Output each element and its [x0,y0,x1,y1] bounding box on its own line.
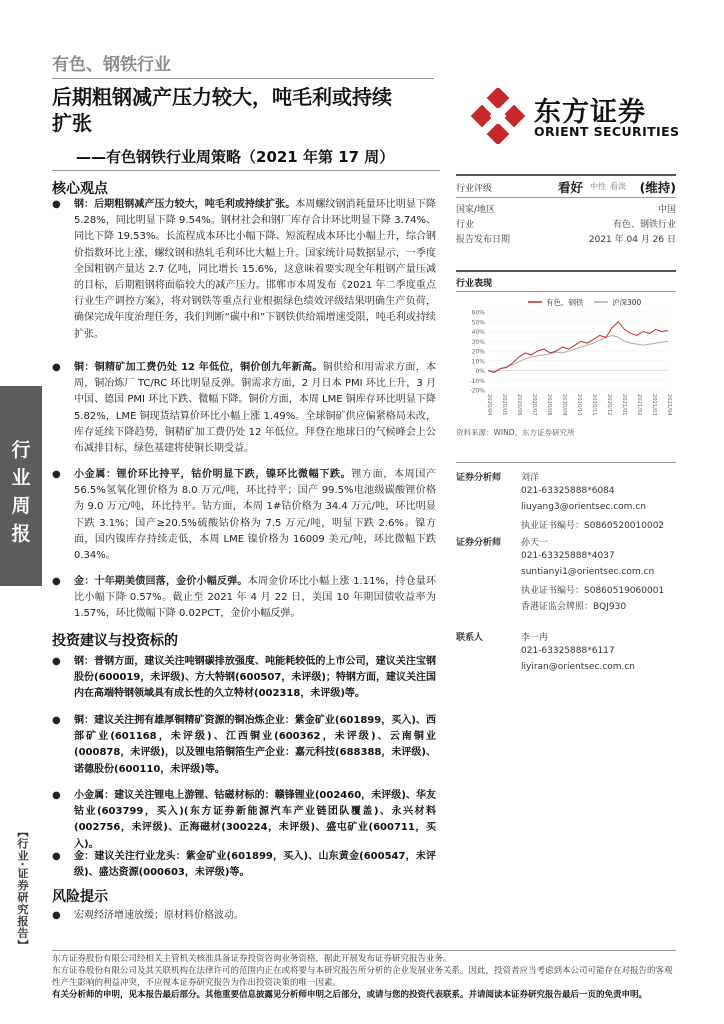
x-tick-label: 2020/04 [486,394,492,416]
contact-role: 联系人 [456,633,484,643]
analyst-role: 证券分析师 [456,473,502,483]
footer-line-3: 有关分析师的申明，见本报告最后部分。其他重要信息披露见分析师申明之后部分，或请与您的投资代表联系。并请阅读本证券研究报告最后一页的免责申明。 [52,990,648,1000]
footer-line-1: 东方证券股份有限公司经相关主管机关核准具备证券投资咨询业务资格，据此开展发布证券研究报告业务。 [52,954,452,964]
header-rule [52,78,434,79]
analyst-phone: 021-63325888*4037 [521,551,615,561]
analyst-cert: 执业证书编号：S0860520010002 [521,521,665,531]
report-subtitle: ——有色钢铁行业周策略（2021 年第 17 周） [76,148,395,166]
invest-bullet-text: 小金属：建议关注锂电上游锂、钴磁材标的：赣锋锂业(002460，未评级)、华友钴业(603799，买入)(东方证券新能源汽车产业链团队覆盖)、永兴材料(002756，未评级)、正海磁材(300224，未评级)、盛屯矿业(600711，买入)。 [74,790,436,850]
report-type-sidebar [0,386,42,586]
logo-chinese-name: 东方证券 [534,97,646,128]
info-row-value: 有色、钢铁行业 [612,220,676,230]
y-tick-label: -20% [469,387,485,395]
core-bullet-minor-metals [52,467,436,564]
contact-email[interactable]: liyiran@orientsec.com.cn [521,662,635,672]
report-category-bracket: 【行业·证券研究报告】 [16,826,29,952]
x-axis [486,394,672,416]
company-logo [470,92,682,144]
rating-top-rule [456,174,676,176]
analyst-role: 证券分析师 [456,538,502,548]
bullet-icon: ● [52,715,61,726]
invest-bullet-text: 铜：建议关注拥有雄厚铜精矿资源的铜冶炼企业：紫金矿业(601899，买入)、西部矿业(601168，未评级)、江西铜业(600362，未评级)、云南铜业(000878，未评级)，以及锂电箔铜箔生产企业：嘉元科技(688388，未评级)、诺德股份(600110，未评级)等。 [74,715,436,775]
chart-series [488,322,668,373]
y-tick-label: 40% [471,329,485,336]
series-line-index [488,335,668,371]
bullet-icon: ● [52,851,61,862]
x-tick-label: 2020/05 [501,394,507,416]
x-tick-label: 2021/01 [621,394,627,416]
x-tick-label: 2021/04 [666,394,672,416]
logo-english-name: ORIENT SECURITIES [534,124,680,139]
x-tick-label: 2020/07 [531,394,537,416]
risk-bullet [52,908,436,924]
invest-bullet-copper [52,713,436,778]
analyst-name: 刘洋 [521,473,540,483]
x-tick-label: 2021/03 [651,394,657,416]
perf-top-rule [456,270,676,272]
x-tick-label: 2020/11 [591,394,597,416]
y-tick-label: 10% [471,358,485,366]
sidebar-char-3: 周 [11,495,31,517]
orient-logo-icon [470,88,526,144]
perf-rule [456,291,676,292]
risk-text: 宏观经济增速放缓；原材料价格波动。 [74,910,244,921]
perf-heading: 行业表现 [456,279,493,289]
investment-heading: 投资建议与投资标的 [52,633,178,649]
core-bullet-text: 本周金价环比小幅上涨 1.11%，持仓量环比小幅下降 0.57%。截止至 2021 年 4 月 22 日，美国 10 年期国债收益率为 1.57%，环比微幅下降 0.02PCT，金价小幅反弹。 [74,576,437,620]
footer-line-2: 东方证券股份有限公司及其关联机构在法律许可的范围内正在或将要与本研究报告所分析的企业发展业务关系。因此，投资者应当考虑到本公司可能存在对报告的客观性产生影响的利益冲突，不应视本证券研究报告为作出投资决策的唯一因素。 [52,966,673,988]
bullet-icon: ● [52,576,61,587]
title-line-2: 扩张 [52,111,92,135]
core-views-heading: 核心观点 [52,181,108,197]
rating-row [456,180,676,196]
y-tick-label: 50% [471,319,485,327]
sector-label: 有色、钢铁行业 [52,55,171,75]
info-row-value: 2021 年 04 月 26 日 [588,235,676,245]
sidebar-char-2: 业 [11,467,31,489]
x-tick-label: 2020/10 [576,394,582,416]
x-tick-label: 2020/12 [606,394,612,416]
analyst-license: 香港证监会牌照：BQJ930 [521,602,627,612]
core-bullet-lead: 铜：铜精矿加工费仍处 12 年低位，铜价创九年新高。 [74,362,323,373]
legend-label-index: 沪深300 [612,298,642,307]
contact-phone: 021-63325888*6117 [521,646,615,656]
performance-chart [456,294,676,422]
footer-disclaimer [52,953,676,1001]
x-tick-label: 2020/08 [546,394,552,416]
invest-bullet-steel [52,654,436,703]
core-bullet-copper [52,360,436,457]
core-bullet-text: 铜供给和用需求方面，本周，铜冶炼厂 TC/RC 环比明显反弹。铜需求方面，2 月日本 PMI 环比上升，3 月中国、德国 PMI 环比下跌、微幅下降。铜价方面，本周 LME 铜库存环比明显下降 5.82%，LME 铜现货结算价环比小幅上涨 1.49%。全球铜矿供应偏紧格局未改，库存延续下降趋势，铜精矿加工费仍处 12 年低位。拜登在地球日的气候峰会上公布减排目标，绿色基建将使铜长期受益。 [74,362,437,455]
risk-heading: 风险提示 [52,889,108,905]
info-row-label: 行业 [456,220,475,230]
rating-label: 行业评级 [456,184,493,194]
bullet-icon: ● [52,199,61,210]
info-row-label: 报告发布日期 [456,235,511,245]
rating-keep: (维持) [639,180,676,195]
sidebar-char-4: 报 [11,523,31,545]
bullet-icon: ● [52,910,61,921]
y-tick-label: 20% [471,348,485,356]
core-bullet-steel [52,197,436,343]
y-tick-label: 0% [475,368,485,375]
footer-rule [52,950,676,951]
rating-rule [456,197,676,198]
contact-name: 李一冉 [521,633,549,643]
legend-label-sector: 有色、钢铁 [546,298,584,307]
y-tick-label: -10% [469,377,485,385]
title-line-1: 后期粗钢减产压力较大，吨毛利或持续 [52,85,392,109]
bullet-icon: ● [52,362,61,373]
rating-mid: 中性 [590,182,606,191]
info-row-label: 国家/地区 [456,205,496,215]
rating-low: 看淡 [610,182,626,191]
invest-bullet-text: 钢：普钢方面，建议关注吨钢碳排放强度、吨能耗较低的上市公司，建议关注宝钢股份(600019，未评级)、方大特钢(600507，未评级)；特钢方面，建议关注国内在高端特钢领域具有成长性的久立特材(002318，未评级)等。 [74,656,436,700]
invest-bullet-text: 金：建议关注行业龙头：紫金矿业(601899，买入)、山东黄金(600547，未评级)、盛达资源(000603，未评级)等。 [74,851,436,879]
bullet-icon: ● [52,656,61,667]
x-tick-label: 2020/09 [561,394,567,416]
core-bullet-text: 锂方面，本周国产 56.5%氢氧化锂价格为 8.0 万元/吨，环比持平；国产 99.5%电池级碳酸锂价格为 9.0 万元/吨，环比持平。钴方面，本周 1#钴价格为 34.4 万元/吨，环比明显下跌 3.1%；国产≥20.5%硫酸钴价格为 7.5 万元/吨，明显下跌 2.6%。镍方面，国内镍库存持续走低，本周 LME 镍价格为 16009 美元/吨，环比微幅下跌 0.34%。 [74,469,437,562]
core-bullet-text: 本周螺纹钢消耗量环比明显下降 5.28%，同比明显下降 9.54%。钢材社会和钢厂库存合计环比明显下降 3.74%、同比下降 19.53%。长流程成本环比小幅下降、短流程成本环比小幅上升，综合钢价指数环比上涨，螺纹钢和热轧毛利环比大幅上升。国家统计局数据显示，一季度全国粗钢产量达 2.7 亿吨，同比增长 15.6%，这意味着要实现全年粗钢产量压减的目标，后期粗钢将面临较大的减产压力。邯郸市本周发布《2021 年二季度重点行业生产调控方案》，将对钢铁等重点行业根据绿色绩效评级结果明确生产负荷，确保完成年度治理任务，我们判断“碳中和”下钢铁供给端增速受限，吨毛利或持续扩张。 [74,199,437,340]
analyst-email[interactable]: liuyang3@orientsec.com.cn [521,502,646,512]
x-tick-label: 2021/02 [636,394,642,416]
y-tick-label: 60% [471,309,485,317]
core-bullet-lead: 小金属：锂价环比持平，钴价明显下跌，镍环比微幅下跌。 [74,469,352,480]
info-row-value: 中国 [657,205,676,215]
x-tick-label: 2020/06 [516,394,522,416]
sidebar-label [0,436,42,548]
bullet-icon: ● [52,790,61,801]
subtitle-rule [52,170,440,171]
core-bullet-lead: 金：十年期美债回落，金价小幅反弹。 [74,576,248,587]
bullet-icon: ● [52,469,61,480]
analyst-name: 孙天一 [521,538,549,548]
analyst-rule [456,462,676,463]
y-axis [469,310,668,395]
invest-bullet-gold [52,849,436,881]
report-title [52,84,442,136]
core-bullet-gold [52,574,436,623]
rating-main: 看好 [558,180,584,195]
chart-source: 资料来源：WIND、东方证券研究所 [456,428,575,437]
analyst-phone: 021-63325888*6084 [521,486,615,496]
y-tick-label: 30% [471,338,485,346]
sidebar-char-1: 行 [11,439,31,461]
invest-bullet-minor-metals [52,788,436,853]
series-line-sector [488,322,668,373]
analyst-email[interactable]: suntianyi1@orientsec.com.cn [521,567,655,577]
analyst-cert: 执业证书编号：S0860519060001 [521,586,665,596]
core-bullet-lead: 钢：后期粗钢减产压力较大，吨毛利或持续扩张。 [74,199,296,210]
rating-info-table [456,202,676,262]
